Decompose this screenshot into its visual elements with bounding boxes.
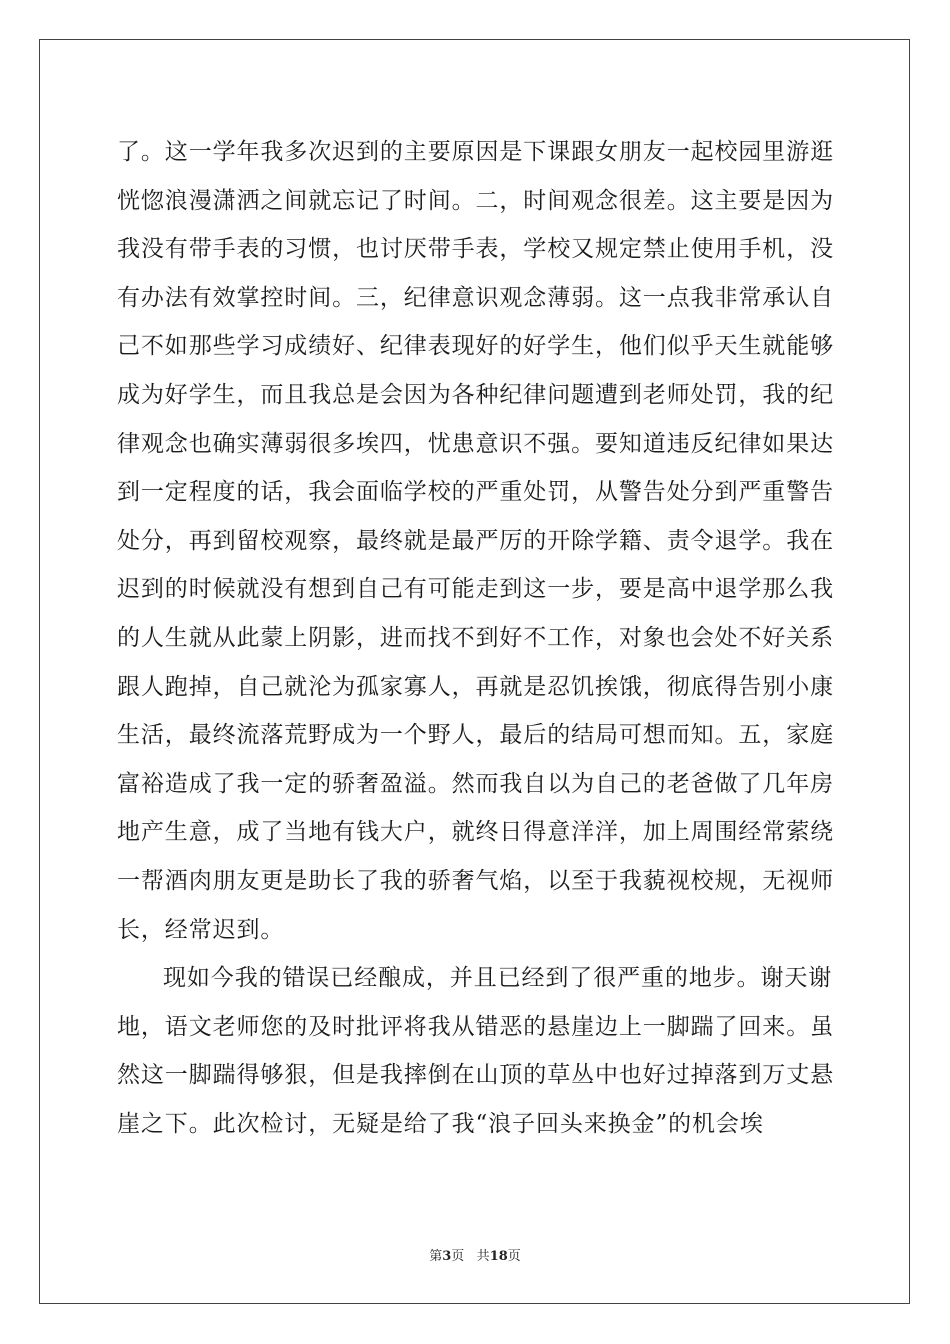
- total-suffix: 页: [507, 1249, 521, 1264]
- page-footer: [0, 1245, 950, 1264]
- text-line: 的人生就从此蒙上阴影，进而找不到好不工作，对象也会处不好关系: [117, 624, 834, 651]
- text-line: 迟到的时候就没有想到自己有可能走到这一步，要是高中退学那么我: [117, 576, 834, 603]
- total-page-count: 18: [489, 1249, 508, 1264]
- text-line: 崖之下。此次检讨，无疑是给了我“浪子回头来换金”的机会埃: [117, 1110, 764, 1137]
- document-body: [117, 128, 837, 1148]
- text-line: 律观念也确实薄弱很多埃四，忧患意识不强。要知道违反纪律如果达: [117, 430, 834, 457]
- text-line: 生活，最终流落荒野成为一个野人，最后的结局可想而知。五，家庭: [117, 722, 834, 749]
- text-line: 地产生意，成了当地有钱大户，就终日得意洋洋，加上周围经常萦绕: [117, 819, 834, 846]
- total-prefix: 共: [476, 1249, 490, 1264]
- page-prefix: 第: [429, 1249, 443, 1264]
- text-line: 我没有带手表的习惯，也讨厌带手表，学校又规定禁止使用手机，没: [117, 236, 834, 263]
- text-line: 有办法有效掌控时间。三，纪律意识观念薄弱。这一点我非常承认自: [117, 284, 834, 311]
- text-line: 处分，再到留校观察，最终就是最严厉的开除学籍、责令退学。我在: [117, 527, 834, 554]
- current-page-number: 3: [442, 1249, 452, 1264]
- text-line: 然这一脚踹得够狠，但是我摔倒在山顶的草丛中也好过掉落到万丈悬: [117, 1062, 834, 1089]
- text-line: 己不如那些学习成绩好、纪律表现好的好学生，他们似乎天生就能够: [117, 333, 834, 360]
- text-line: 富裕造成了我一定的骄奢盈溢。然而我自以为自己的老爸做了几年房: [117, 770, 834, 797]
- text-line: 长，经常迟到。: [117, 916, 285, 943]
- page-suffix: 页: [451, 1249, 465, 1264]
- text-line: 恍惚浪漫潇洒之间就忘记了时间。二，时间观念很差。这主要是因为: [117, 187, 834, 214]
- text-line: 一帮酒肉朋友更是助长了我的骄奢气焰，以至于我藐视校规，无视师: [117, 867, 834, 894]
- text-line: 跟人跑掉，自己就沦为孤家寡人，再就是忍饥挨饿，彻底得告别小康: [117, 673, 834, 700]
- text-line: 地，语文老师您的及时批评将我从错恶的悬崖边上一脚踹了回来。虽: [117, 1013, 834, 1040]
- text-line: 成为好学生，而且我总是会因为各种纪律问题遭到老师处罚，我的纪: [117, 381, 834, 408]
- paragraph-first-line: 现如今我的错误已经酿成，并且已经到了很严重的地步。谢天谢: [163, 965, 833, 992]
- text-line: 到一定程度的话，我会面临学校的严重处罚，从警告处分到严重警告: [117, 479, 834, 506]
- text-line: 了。这一学年我多次迟到的主要原因是下课跟女朋友一起校园里游逛: [117, 139, 834, 165]
